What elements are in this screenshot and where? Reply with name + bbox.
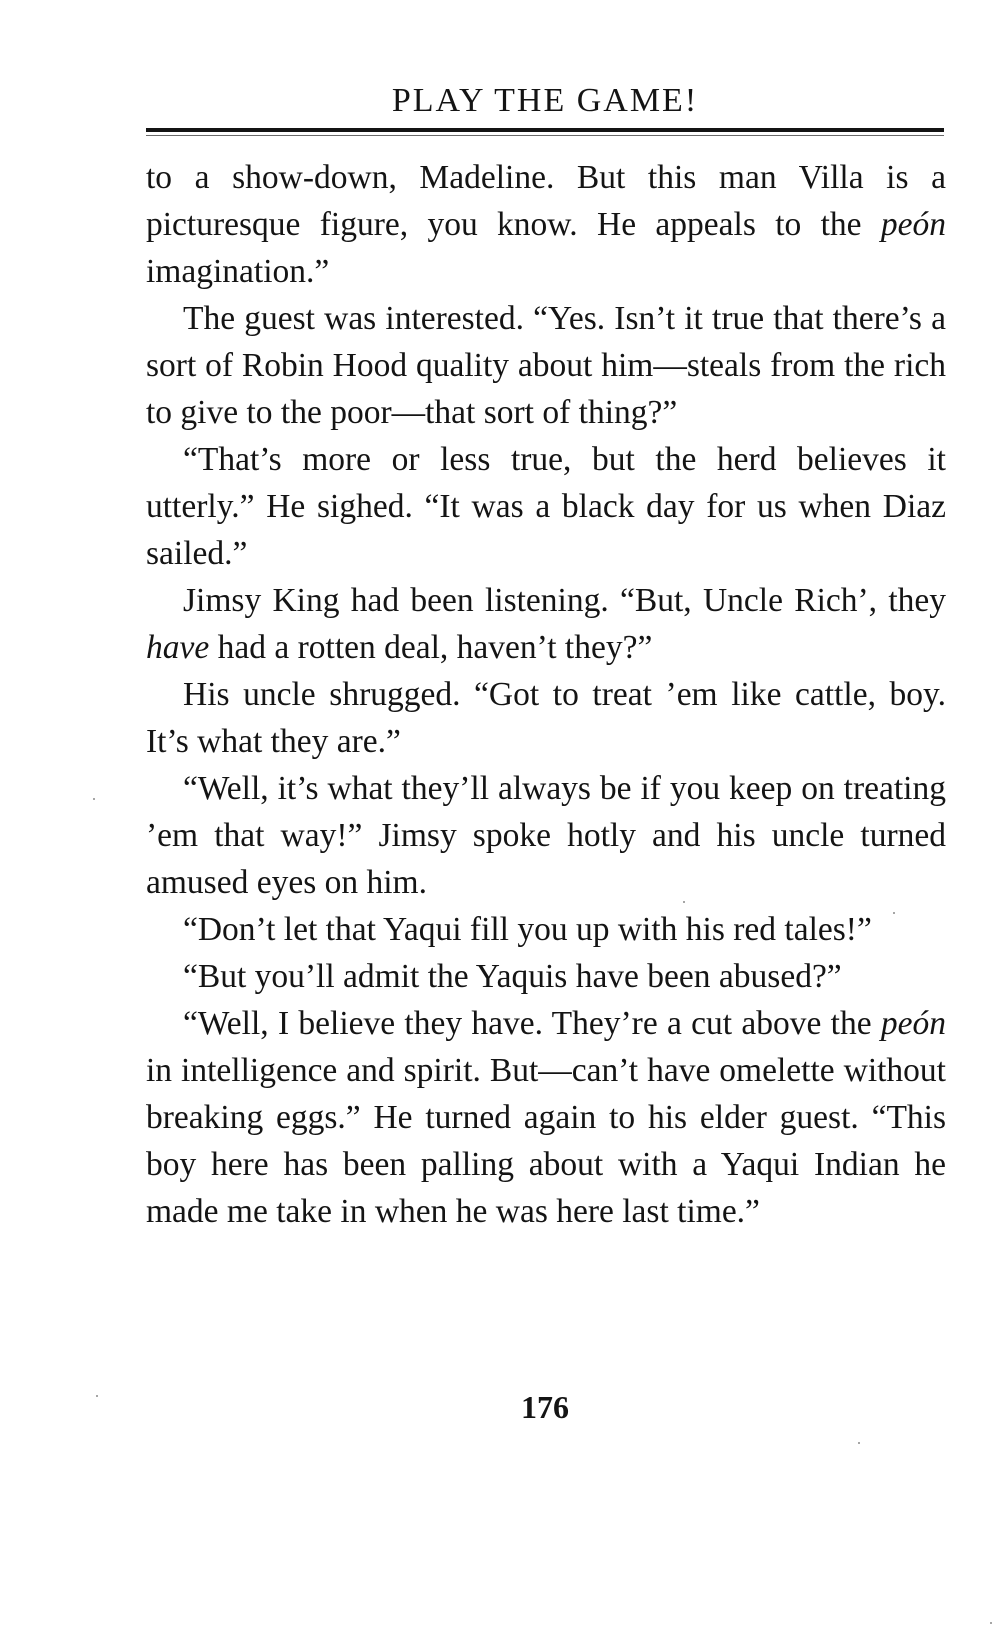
paper-speck xyxy=(858,1442,860,1444)
paragraph xyxy=(146,1000,946,1235)
text-run: “Well, it’s what they’ll always be if you keep on treating ’em that way!” Jimsy spoke hotly and his uncle turned amused eyes on him. xyxy=(146,770,946,901)
text-run: in intelligence and spirit. But—can’t have omelette without breaking eggs.” He turned again to his elder guest. “This boy here has been palling about with a Yaqui Indian he made me take in when he was here last time.” xyxy=(146,1052,946,1230)
paragraph xyxy=(146,671,946,765)
text-run: The guest was interested. “Yes. Isn’t it true that there’s a sort of Robin Hood quality about him—steals from the rich to give to the poor—that sort of thing?” xyxy=(146,300,946,431)
paragraph xyxy=(146,953,946,1000)
italic-text: have xyxy=(146,629,210,666)
paragraph xyxy=(146,577,946,671)
text-run: “Well, I believe they have. They’re a cut above the xyxy=(183,1005,881,1042)
paragraph xyxy=(146,765,946,906)
header-rule xyxy=(146,128,944,132)
paragraph xyxy=(146,436,946,577)
paper-speck xyxy=(893,912,895,914)
paper-speck xyxy=(683,901,685,903)
paper-speck xyxy=(96,1395,98,1397)
paragraph xyxy=(146,295,946,436)
body-text xyxy=(146,154,946,1235)
italic-text: peón xyxy=(880,206,946,243)
paper-speck xyxy=(93,798,95,800)
text-run: had a rotten deal, haven’t they?” xyxy=(209,629,653,666)
text-run: Jimsy King had been listening. “But, Uncle Rich’, they xyxy=(183,582,946,619)
paragraph xyxy=(146,906,946,953)
paragraph xyxy=(146,154,946,295)
header-rule-thin xyxy=(146,135,944,136)
page-number: 176 xyxy=(521,1389,569,1425)
text-run: “But you’ll admit the Yaquis have been abused?” xyxy=(183,958,842,995)
text-run: “That’s more or less true, but the herd believes it utterly.” He sighed. “It was a black day for us when Diaz sailed.” xyxy=(146,441,946,572)
paper-speck xyxy=(990,1622,992,1624)
text-run: imagination.” xyxy=(146,253,330,290)
text-run: to a show-down, Madeline. But this man Villa is a picturesque figure, you know. He appeals to the xyxy=(146,159,946,243)
italic-text: peón xyxy=(880,1005,946,1042)
text-run: His uncle shrugged. “Got to treat ’em like cattle, boy. It’s what they are.” xyxy=(146,676,946,760)
text-run: “Don’t let that Yaqui fill you up with his red tales!” xyxy=(183,911,872,948)
running-header: PLAY THE GAME! xyxy=(391,82,699,119)
